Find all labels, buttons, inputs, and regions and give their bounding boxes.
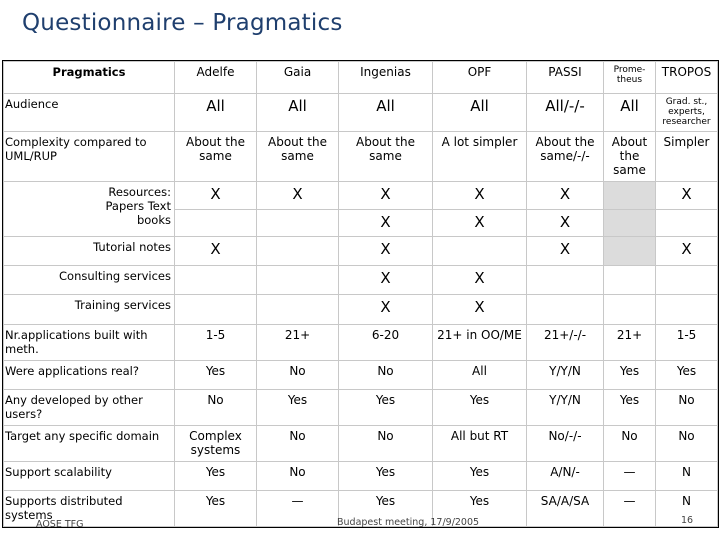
header-cell: Adelfe	[175, 62, 257, 94]
table-cell: No	[339, 426, 433, 462]
table-cell: —	[604, 462, 656, 491]
table-cell: No	[656, 426, 718, 462]
table-cell	[604, 182, 656, 210]
table-cell: About the same/-/-	[527, 132, 604, 182]
row-label: Were applications real?	[4, 361, 175, 390]
table-cell: All	[433, 361, 527, 390]
table-cell	[257, 295, 339, 325]
table-cell: All	[604, 94, 656, 132]
table-cell: X	[433, 266, 527, 295]
table-cell	[257, 210, 339, 237]
table-cell: X	[339, 237, 433, 266]
footer-center: Budapest meeting, 17/9/2005	[337, 517, 480, 528]
table-cell: No	[257, 426, 339, 462]
table-cell: Yes	[339, 462, 433, 491]
table-cell	[175, 210, 257, 237]
table-row-developed	[4, 390, 718, 426]
pragmatics-table	[3, 61, 718, 527]
table-cell	[175, 295, 257, 325]
table-cell: A lot simpler	[433, 132, 527, 182]
table-cell: No	[339, 361, 433, 390]
table-cell: About the same	[339, 132, 433, 182]
table-cell: Yes	[257, 390, 339, 426]
header-cell: TROPOS	[656, 62, 718, 94]
table-row-nr-apps	[4, 325, 718, 361]
table-cell: Complex systems	[175, 426, 257, 462]
table-cell: 21+	[257, 325, 339, 361]
table-cell: X	[656, 237, 718, 266]
table-cell: X	[339, 182, 433, 210]
table-cell	[527, 295, 604, 325]
table-cell: No/-/-	[527, 426, 604, 462]
table-row-tutorial	[4, 237, 718, 266]
row-label: Nr.applications built with meth.	[4, 325, 175, 361]
table-cell: Yes	[604, 390, 656, 426]
table-cell: About the same	[175, 132, 257, 182]
table-cell: All	[433, 94, 527, 132]
row-label: Complexity compared to UML/RUP	[4, 132, 175, 182]
row-label: Audience	[4, 94, 175, 132]
slide-title: Questionnaire – Pragmatics	[22, 10, 343, 36]
table-cell: Grad. st., experts, researcher	[656, 94, 718, 132]
table-cell: X	[339, 295, 433, 325]
table-cell: Yes	[175, 462, 257, 491]
header-cell: Gaia	[257, 62, 339, 94]
table-cell: X	[527, 210, 604, 237]
table-cell: —	[257, 491, 339, 527]
table-cell	[604, 237, 656, 266]
table-cell	[656, 210, 718, 237]
table-cell: All	[257, 94, 339, 132]
row-label: Resources: Papers Text books	[4, 182, 175, 237]
table-cell	[175, 266, 257, 295]
table-cell: 1-5	[175, 325, 257, 361]
table-cell: 21+ in OO/ME	[433, 325, 527, 361]
table-cell: A/N/-	[527, 462, 604, 491]
header-cell: PASSI	[527, 62, 604, 94]
table-cell: 6-20	[339, 325, 433, 361]
table-cell: X	[339, 266, 433, 295]
page-number: 16	[681, 515, 694, 526]
table-cell: —	[604, 491, 656, 527]
table-row-training	[4, 295, 718, 325]
table-row-real	[4, 361, 718, 390]
table-cell: No	[656, 390, 718, 426]
row-label: Target any specific domain	[4, 426, 175, 462]
row-label: Any developed by other users?	[4, 390, 175, 426]
header-row	[4, 62, 718, 94]
table-cell: X	[527, 182, 604, 210]
table-cell: X	[175, 182, 257, 210]
table-cell: All but RT	[433, 426, 527, 462]
table-cell: N	[656, 491, 718, 527]
table-cell: Yes	[604, 361, 656, 390]
table-cell: No	[604, 426, 656, 462]
table-cell	[604, 210, 656, 237]
table-cell: No	[257, 361, 339, 390]
table-cell	[257, 266, 339, 295]
table-cell	[527, 266, 604, 295]
table-cell: All	[175, 94, 257, 132]
header-cell: OPF	[433, 62, 527, 94]
header-cell: Prome-theus	[604, 62, 656, 94]
table-cell: X	[433, 295, 527, 325]
table-cell	[257, 237, 339, 266]
row-label: Support scalability	[4, 462, 175, 491]
table-cell: X	[527, 237, 604, 266]
table-row-domain	[4, 426, 718, 462]
table-cell: Simpler	[656, 132, 718, 182]
table-cell: X	[433, 182, 527, 210]
table-cell: Yes	[175, 361, 257, 390]
footer-left: AOSE TFG	[36, 519, 84, 530]
table-row-complexity	[4, 132, 718, 182]
table-row-audience	[4, 94, 718, 132]
table-row-scalability	[4, 462, 718, 491]
table-cell: Y/Y/N	[527, 390, 604, 426]
table-cell	[433, 237, 527, 266]
header-cell: Pragmatics	[4, 62, 175, 94]
table-cell: Yes	[175, 491, 257, 527]
table-cell	[656, 266, 718, 295]
row-label: Tutorial notes	[4, 237, 175, 266]
table-cell	[604, 266, 656, 295]
table-cell: X	[339, 210, 433, 237]
table-cell	[656, 295, 718, 325]
table-cell: X	[175, 237, 257, 266]
table-cell: Yes	[433, 390, 527, 426]
table-cell: X	[433, 210, 527, 237]
table-cell: N	[656, 462, 718, 491]
header-cell: Ingenias	[339, 62, 433, 94]
table-row-resources-papers	[4, 182, 718, 210]
table-cell: All/-/-	[527, 94, 604, 132]
table-cell: Yes	[656, 361, 718, 390]
table-cell: About the same	[257, 132, 339, 182]
row-label: Supports distributed systems	[4, 491, 175, 527]
table-cell: SA/A/SA	[527, 491, 604, 527]
table-cell: 1-5	[656, 325, 718, 361]
table-cell: 21+	[604, 325, 656, 361]
table-cell: About the same	[604, 132, 656, 182]
table-cell: No	[175, 390, 257, 426]
table-cell: X	[656, 182, 718, 210]
table-cell: All	[339, 94, 433, 132]
row-label: Training services	[4, 295, 175, 325]
table-cell: Yes	[339, 491, 433, 527]
table-cell: X	[257, 182, 339, 210]
table-cell: 21+/-/-	[527, 325, 604, 361]
row-label: Consulting services	[4, 266, 175, 295]
table-cell	[604, 295, 656, 325]
table-row-consulting	[4, 266, 718, 295]
table-cell: Yes	[433, 462, 527, 491]
table-cell: No	[257, 462, 339, 491]
table-cell: Y/Y/N	[527, 361, 604, 390]
table-cell: Yes	[433, 491, 527, 527]
table-cell: Yes	[339, 390, 433, 426]
